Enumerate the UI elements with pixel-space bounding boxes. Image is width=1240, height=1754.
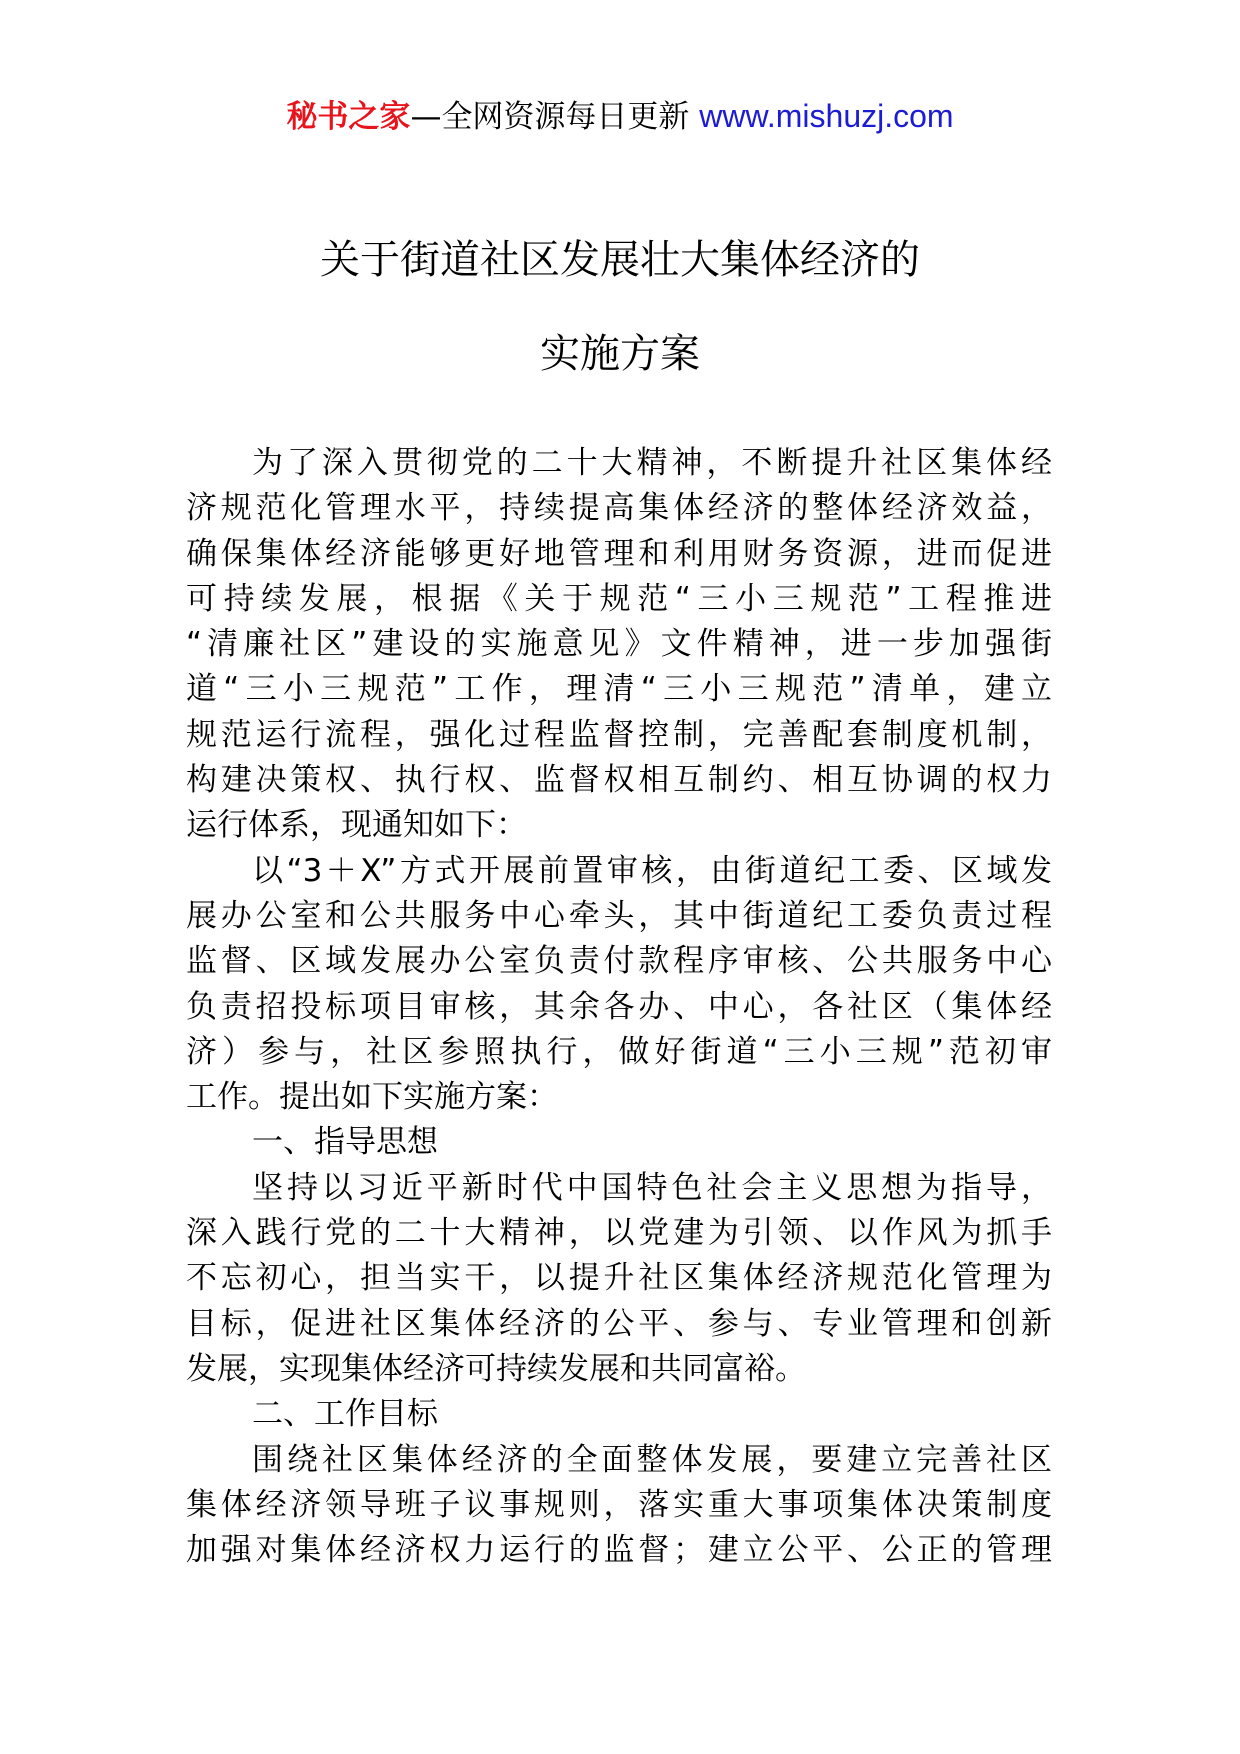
section-heading: 二、工作目标 [252,1396,438,1433]
text-line: 负责招投标项目审核，其余各办、中心，各社区（集体经 [186,988,1052,1025]
site-slogan: —全网资源每日更新 [410,99,700,135]
text-line: 围绕社区集体经济的全面整体发展，要建立完善社区 [252,1441,1052,1478]
text-line: 集体经济领导班子议事规则，落实重大事项集体决策制度 [186,1486,1052,1523]
text-line: 发展，实现集体经济可持续发展和共同富裕。 [186,1350,806,1387]
text-line: 不忘初心，担当实干，以提升社区集体经济规范化管理为 [186,1260,1052,1297]
text-line: 构建决策权、执行权、监督权相互制约、相互协调的权力 [186,762,1052,799]
text-line: 规范运行流程，强化过程监督控制，完善配套制度机制， [186,716,1052,753]
text-line: 加强对集体经济权力运行的监督；建立公平、公正的管理 [186,1532,1052,1569]
text-line: 可持续发展，根据《关于规范“三小三规范”工程推进 [186,580,1052,617]
text-line: 以“3＋X”方式开展前置审核，由街道纪工委、区域发 [252,852,1052,889]
site-url-link[interactable]: www.mishuzj.com [699,98,954,134]
document-title-line-2: 实施方案 [540,331,700,377]
document-title-line-1: 关于街道社区发展壮大集体经济的 [320,237,920,283]
text-line: 展办公室和公共服务中心牵头，其中街道纪工委负责过程 [186,897,1052,934]
site-header [0,96,1240,137]
text-line: 济）参与，社区参照执行，做好街道“三小三规”范初审 [186,1033,1052,1070]
text-line: 工作。提出如下实施方案： [186,1079,558,1116]
text-line: 监督、区域发展办公室负责付款程序审核、公共服务中心 [186,943,1052,980]
site-brand: 秘书之家 [286,99,411,135]
text-line: 为了深入贯彻党的二十大精神，不断提升社区集体经 [252,445,1052,481]
text-line: 运行体系，现通知如下： [186,807,527,844]
text-line: 道“三小三规范”工作，理清“三小三规范”清单，建立 [186,671,1052,708]
section-heading: 一、指导思想 [252,1124,438,1161]
text-line: 确保集体经济能够更好地管理和利用财务资源，进而促进 [186,535,1052,572]
text-line: 深入践行党的二十大精神，以党建为引领、以作风为抓手 [186,1215,1052,1252]
document-body [186,441,1052,1573]
text-line: 济规范化管理水平，持续提高集体经济的整体经济效益， [186,490,1052,527]
text-line: 坚持以习近平新时代中国特色社会主义思想为指导， [252,1169,1052,1206]
text-line: 目标，促进社区集体经济的公平、参与、专业管理和创新 [186,1305,1052,1342]
text-line: “清廉社区”建设的实施意见》文件精神，进一步加强街 [186,626,1052,663]
